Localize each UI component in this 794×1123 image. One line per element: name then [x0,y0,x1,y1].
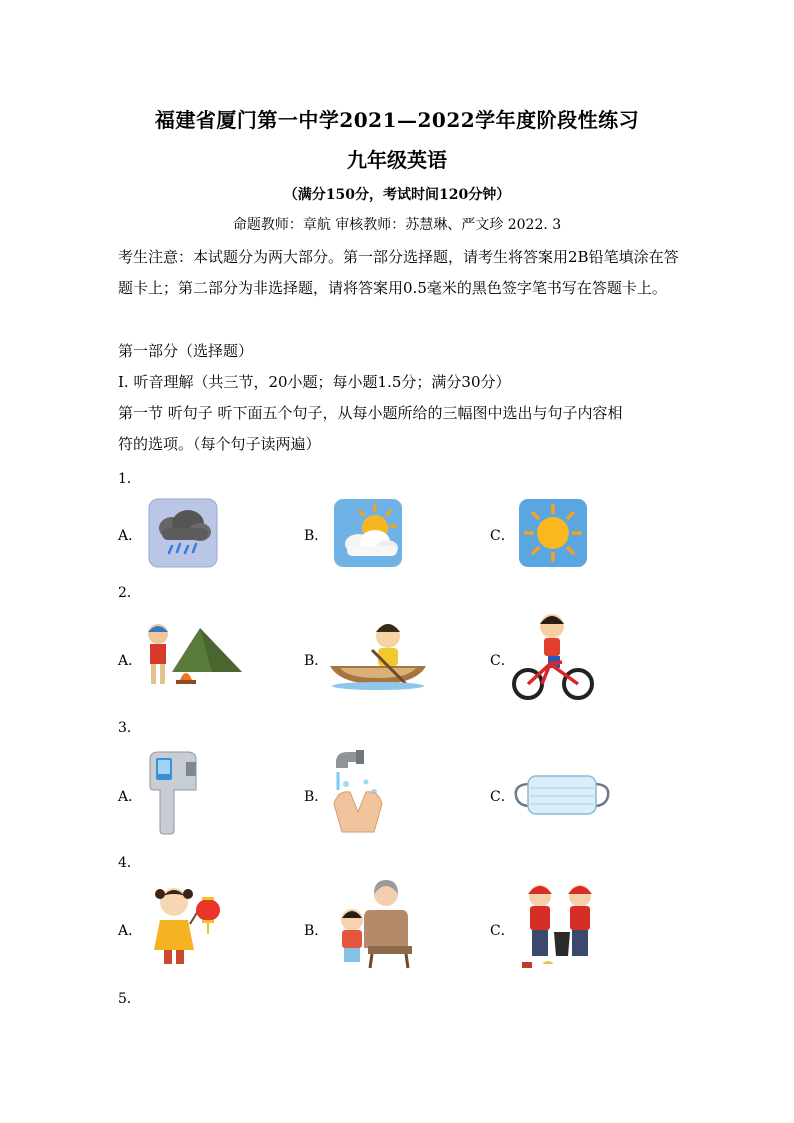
option-label: A． [118,789,143,805]
option-label: B． [304,653,329,669]
exam-subject: 九年级英语 [347,148,447,172]
option-label: A． [118,653,143,669]
grandma-child-icon [330,880,412,974]
thermometer-gun-icon [146,750,200,840]
section-i-heading: I. 听音理解（共三节，20小题；每小题1.5分；满分30分） [118,373,511,391]
question-number: 3． [118,720,141,736]
bicycle-riding-icon [512,612,594,708]
option-label: B． [304,789,329,805]
picking-litter-icon [520,880,602,974]
rowing-boat-icon [326,620,430,696]
hand-washing-icon [326,748,390,842]
teachers-line: 命题教师：章航 审核教师：苏慧琳、严文珍 2022. 3 [232,217,562,233]
score-time: （满分150分，考试时间120分钟） [283,187,511,203]
face-mask-icon [512,772,612,822]
option-label: B． [304,923,329,939]
question-number: 1． [118,471,141,487]
part1-title: 第一部分（选择题） [118,342,254,360]
sun-behind-cloud-icon [333,498,403,572]
option-label: A． [118,528,143,544]
question-number: 5． [118,991,141,1007]
exam-notice: 考生注意：本试题分为两大部分。第一部分选择题，请考生将答案用2B铅笔填涂在答题卡上；第二部分为非选择题，请将答案用0.5毫米的黑色签字笔书写在答题卡上。 [118,248,679,297]
option-label: C． [490,528,515,544]
option-label: C． [490,789,515,805]
lantern-girl-icon [150,884,226,972]
option-label: C． [490,653,515,669]
camping-tent-icon [142,622,246,694]
sun-icon [518,498,588,572]
rain-cloud-icon [148,498,218,572]
exam-title: 福建省厦门第一中学2021—2022学年度阶段性练习 [154,108,640,132]
sub1-instructions-line2: 符的选项。（每个句子读两遍） [118,435,321,453]
option-label: A． [118,923,143,939]
question-number: 2． [118,585,141,601]
option-label: B． [304,528,329,544]
option-label: C． [490,923,515,939]
question-number: 4． [118,855,141,871]
sub1-instructions-line1: 第一节 听句子 听下面五个句子，从每小题所给的三幅图中选出与句子内容相 [118,404,623,422]
